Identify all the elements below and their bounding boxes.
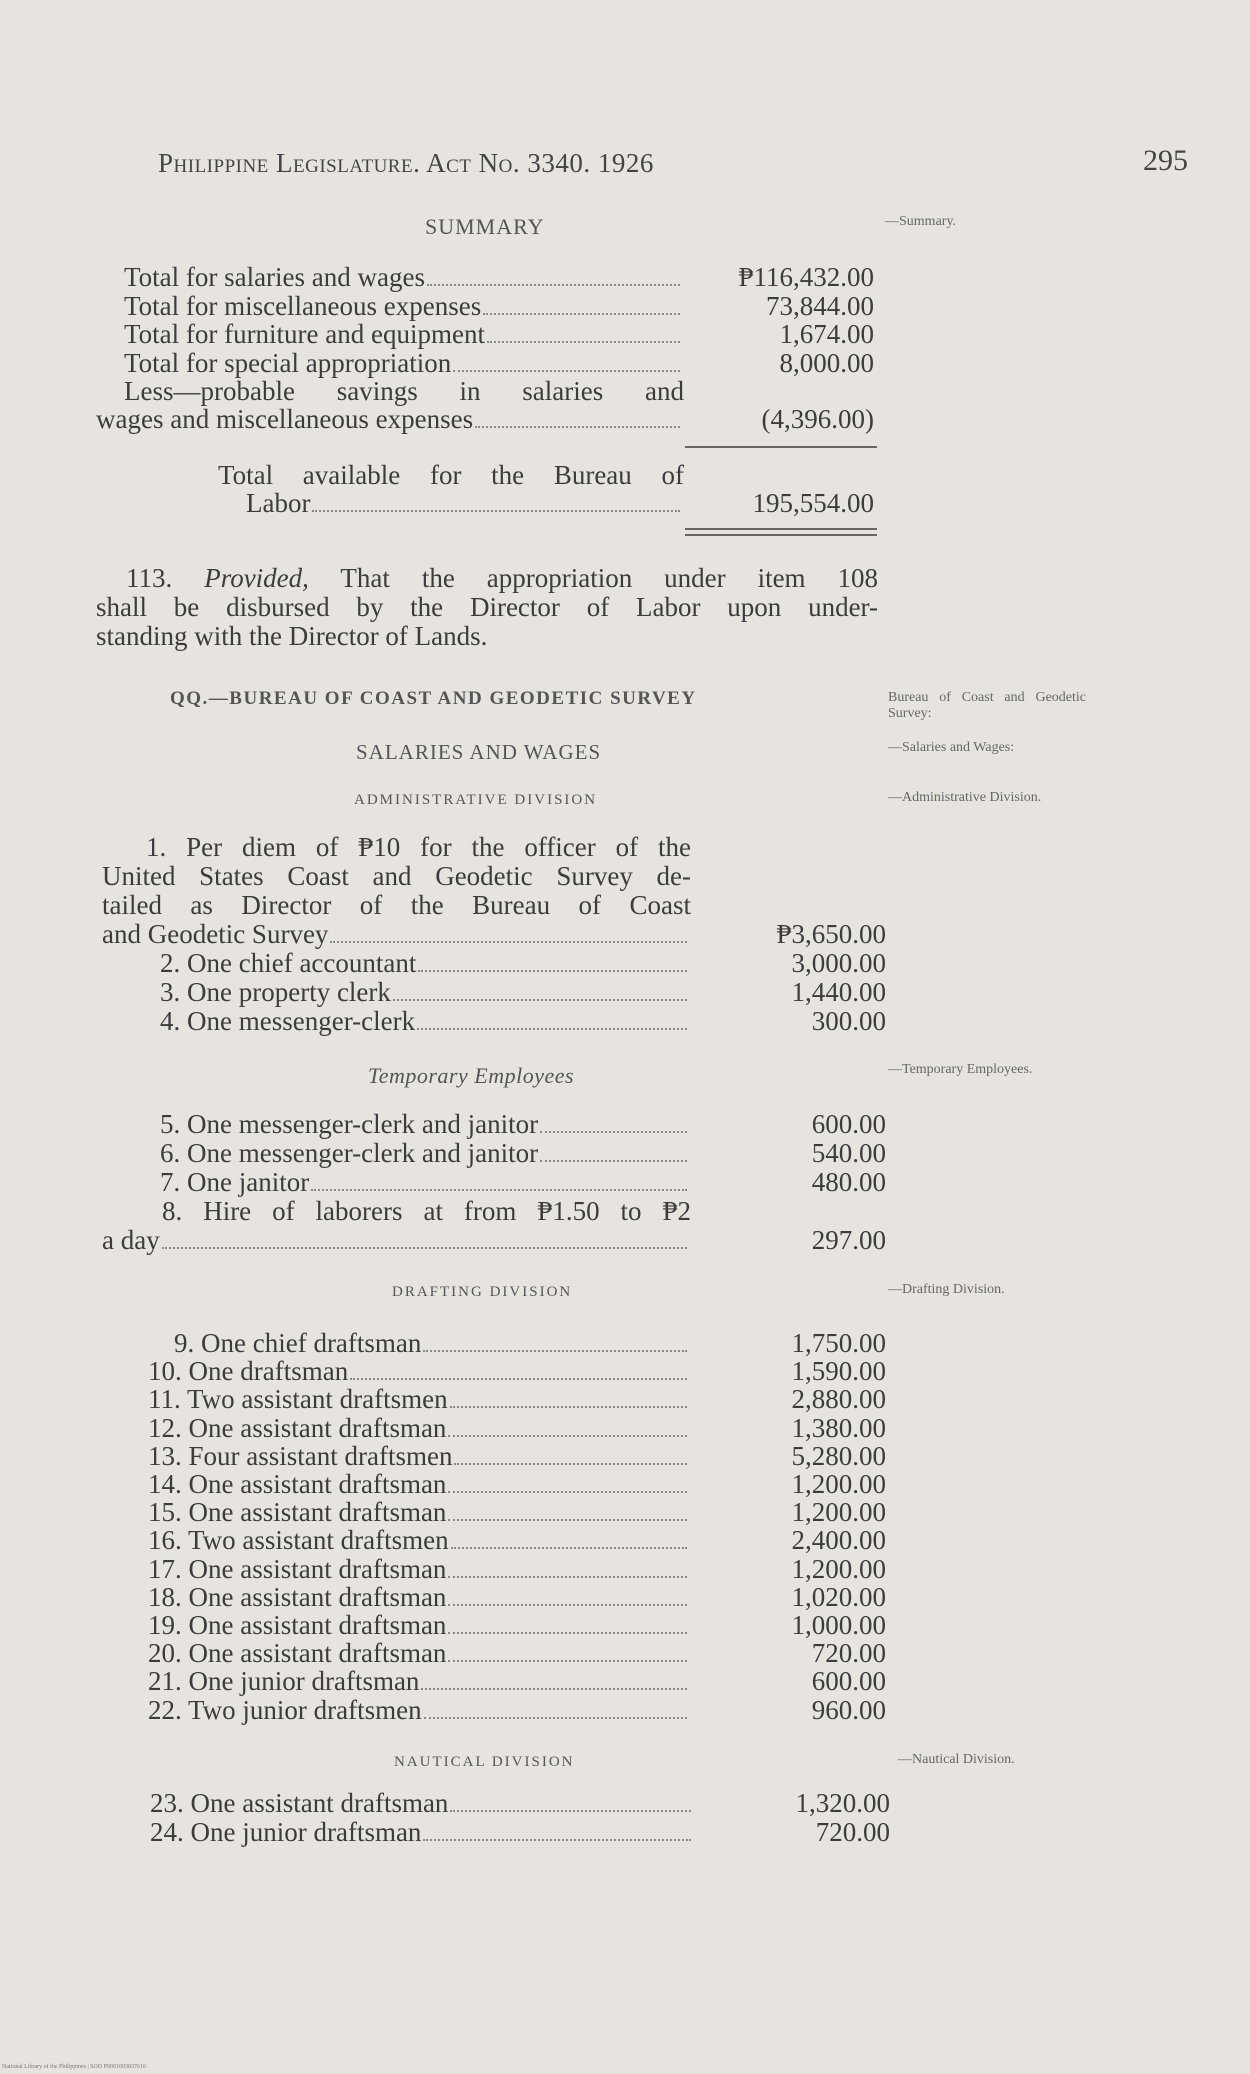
proviso-line2: shall be disbursed by the Director of Labor upon under- [96, 592, 878, 622]
drafting-division-heading: DRAFTING DIVISION [392, 1284, 573, 1300]
summary-amount: 8,000.00 [779, 347, 874, 378]
total-available-line2: Labor [246, 488, 311, 518]
admin-item-amount: 300.00 [811, 1006, 886, 1036]
dot-leader [448, 1660, 687, 1662]
drafting-item-label: 17. One assistant draftsman [148, 1553, 447, 1584]
dot-leader [427, 284, 680, 286]
dot-leader [350, 1378, 687, 1380]
drafting-item-row [0, 1638, 1250, 1668]
drafting-item-amount: 1,000.00 [791, 1610, 886, 1640]
drafting-item-amount: 5,280.00 [791, 1440, 886, 1471]
summary-margin-note: —Summary. [885, 214, 957, 229]
dot-leader [423, 1839, 691, 1841]
admin-item-row [0, 948, 1250, 978]
dot-leader [448, 1491, 687, 1493]
temp-item-row [0, 1138, 1250, 1168]
dot-leader [540, 1131, 687, 1133]
drafting-item-row [0, 1328, 1250, 1358]
dot-leader [451, 1547, 687, 1549]
dot-leader [448, 1435, 687, 1437]
salaries-margin-note: —Salaries and Wages: [888, 740, 1015, 755]
dot-leader [448, 1576, 687, 1578]
drafting-item-amount: 2,400.00 [791, 1525, 886, 1556]
dot-leader [418, 970, 687, 972]
admin-item-amount: 1,440.00 [791, 977, 886, 1007]
drafting-item-amount: 1,380.00 [791, 1412, 886, 1443]
admin-item-row [0, 1006, 1250, 1036]
admin-item-row [0, 977, 1250, 1007]
dot-leader [450, 1406, 687, 1408]
temporary-margin-note: —Temporary Employees. [888, 1062, 1033, 1077]
temp-item-amount: 480.00 [811, 1167, 886, 1197]
less-savings-line1: Less—probable savings in salaries and [124, 376, 684, 406]
proviso-line1: That the appropriation under item 108 [340, 563, 879, 593]
summary-label: Total for special appropriation [124, 347, 452, 378]
summary-heading: SUMMARY [425, 214, 545, 239]
drafting-item-label: 13. Four assistant draftsmen [148, 1440, 453, 1471]
item1-amount: ₱3,650.00 [776, 919, 886, 949]
item1-line1: 1. Per diem of ₱10 for the officer of the [146, 832, 691, 862]
subtotal-rule [685, 446, 877, 448]
bureau-heading: QQ.—BUREAU OF COAST AND GEODETIC SURVEY [170, 688, 697, 709]
salaries-heading: SALARIES AND WAGES [356, 740, 602, 764]
nautical-item-amount: 1,320.00 [795, 1788, 890, 1818]
nautical-item-row [0, 1817, 1250, 1847]
dot-leader [448, 1519, 687, 1521]
nautical-item-row [0, 1788, 1250, 1818]
summary-label: Total for furniture and equipment [124, 319, 485, 349]
item1-line3: tailed as Director of the Bureau of Coast [102, 890, 691, 920]
drafting-item-label: 18. One assistant draftsman [148, 1581, 447, 1612]
drafting-item-row [0, 1695, 1250, 1725]
dot-leader [423, 1350, 687, 1352]
less-savings-row [0, 404, 1250, 434]
summary-amount: 1,674.00 [779, 319, 874, 349]
drafting-item-label: 21. One junior draftsman [148, 1666, 420, 1697]
temp-item-row [0, 1109, 1250, 1139]
drafting-item-row [0, 1554, 1250, 1584]
dot-leader [540, 1160, 687, 1162]
less-savings-line2: wages and miscellaneous expenses [96, 404, 474, 434]
drafting-item-amount: 1,590.00 [791, 1356, 886, 1387]
temporary-heading: Temporary Employees [368, 1063, 575, 1088]
drafting-item-label: 19. One assistant draftsman [148, 1610, 447, 1640]
footer-credit: National Library of the Philippines | SOD P0001003837616 [2, 2064, 147, 2070]
total-available-line1: Total available for the Bureau of [218, 460, 684, 490]
drafting-item-amount: 1,020.00 [791, 1581, 886, 1612]
temp-item-label: 5. One messenger-clerk and janitor [160, 1109, 539, 1139]
summary-amount: 73,844.00 [766, 290, 874, 321]
drafting-item-amount: 1,200.00 [791, 1553, 886, 1584]
summary-label: Total for miscellaneous expenses [124, 290, 482, 321]
item8-amount: 297.00 [811, 1225, 886, 1255]
dot-leader [453, 370, 680, 372]
temp-item-label: 7. One janitor [160, 1167, 310, 1197]
total-available-row [0, 488, 1250, 518]
bureau-margin-note: Bureau of Coast and Geodetic Survey: [888, 690, 1086, 721]
drafting-item-amount: 1,200.00 [791, 1497, 886, 1528]
dot-leader [393, 999, 687, 1001]
summary-row [0, 291, 1250, 321]
nautical-item-label: 24. One junior draftsman [150, 1816, 422, 1847]
proviso-provided: Provided, [204, 563, 309, 593]
drafting-item-amount: 1,750.00 [791, 1328, 886, 1358]
nautical-item-amount: 720.00 [815, 1816, 890, 1847]
item1-row [0, 919, 1250, 949]
dot-leader [330, 941, 687, 943]
drafting-item-amount: 1,200.00 [791, 1469, 886, 1499]
item1-line4: and Geodetic Survey [102, 919, 329, 949]
item8-line2: a day [102, 1225, 160, 1255]
drafting-item-label: 10. One draftsman [148, 1356, 349, 1387]
dot-leader [162, 1247, 687, 1249]
drafting-item-amount: 600.00 [811, 1666, 886, 1697]
page-number: 295 [1143, 144, 1188, 177]
drafting-item-label: 22. Two junior draftsmen [148, 1694, 422, 1725]
proviso-paragraph [96, 564, 878, 651]
drafting-item-row [0, 1666, 1250, 1696]
admin-item-label: 2. One chief accountant [160, 948, 417, 978]
dot-leader [417, 1028, 687, 1030]
drafting-item-row [0, 1384, 1250, 1414]
item8-line1: 8. Hire of laborers at from ₱1.50 to ₱2 [162, 1196, 691, 1226]
temp-item-row [0, 1167, 1250, 1197]
nautical-margin-note: —Nautical Division. [898, 1752, 1015, 1767]
dot-leader [421, 1688, 687, 1690]
drafting-item-row [0, 1610, 1250, 1640]
admin-item-amount: 3,000.00 [791, 948, 886, 978]
drafting-item-label: 9. One chief draftsman [174, 1328, 422, 1358]
dot-leader [487, 341, 680, 343]
drafting-item-row [0, 1413, 1250, 1443]
drafting-item-label: 14. One assistant draftsman [148, 1469, 447, 1499]
running-title: Philippine Legislature. Act No. 3340. 1926 [158, 148, 654, 178]
proviso-number: 113. [126, 563, 173, 593]
less-savings-amount: (4,396.00) [761, 404, 874, 434]
dot-leader [312, 510, 680, 512]
drafting-item-row [0, 1441, 1250, 1471]
temp-item-amount: 540.00 [811, 1138, 886, 1168]
drafting-item-row [0, 1497, 1250, 1527]
admin-item-label: 4. One messenger-clerk [160, 1006, 416, 1036]
nautical-item-label: 23. One assistant draftsman [150, 1788, 449, 1818]
summary-row [0, 319, 1250, 349]
dot-leader [483, 313, 680, 315]
summary-label: Total for salaries and wages [124, 262, 425, 292]
dot-leader [448, 1632, 687, 1634]
drafting-item-row [0, 1582, 1250, 1612]
drafting-item-row [0, 1469, 1250, 1499]
temp-item-amount: 600.00 [811, 1109, 886, 1139]
proviso-line3: standing with the Director of Lands. [96, 621, 488, 651]
drafting-item-label: 12. One assistant draftsman [148, 1412, 447, 1443]
nautical-division-heading: NAUTICAL DIVISION [394, 1754, 575, 1770]
dot-leader [448, 1604, 687, 1606]
dot-leader [475, 426, 680, 428]
dot-leader [311, 1189, 687, 1191]
dot-leader [424, 1717, 687, 1719]
total-double-rule-bottom [685, 534, 877, 536]
drafting-item-label: 20. One assistant draftsman [148, 1638, 447, 1669]
drafting-margin-note: —Drafting Division. [888, 1282, 1005, 1297]
total-available-amount: 195,554.00 [752, 488, 874, 518]
temp-item-label: 6. One messenger-clerk and janitor [160, 1138, 539, 1168]
dot-leader [450, 1810, 691, 1812]
drafting-item-amount: 960.00 [811, 1694, 886, 1725]
drafting-item-row [0, 1525, 1250, 1555]
drafting-item-amount: 2,880.00 [791, 1384, 886, 1415]
admin-margin-note: —Administrative Division. [888, 790, 1042, 805]
admin-division-heading: ADMINISTRATIVE DIVISION [354, 792, 598, 808]
drafting-item-label: 15. One assistant draftsman [148, 1497, 447, 1528]
drafting-item-label: 16. Two assistant draftsmen [148, 1525, 449, 1556]
dot-leader [454, 1463, 687, 1465]
summary-amount: ₱116,432.00 [738, 262, 874, 292]
summary-row [0, 348, 1250, 378]
drafting-item-row [0, 1356, 1250, 1386]
drafting-item-label: 11. Two assistant draftsmen [148, 1384, 448, 1415]
item8-row [0, 1225, 1250, 1255]
summary-row [0, 262, 1250, 292]
total-double-rule-top [685, 528, 877, 530]
admin-item-label: 3. One property clerk [160, 977, 391, 1007]
item1-line2: United States Coast and Geodetic Survey de- [102, 861, 691, 891]
drafting-item-amount: 720.00 [811, 1638, 886, 1669]
